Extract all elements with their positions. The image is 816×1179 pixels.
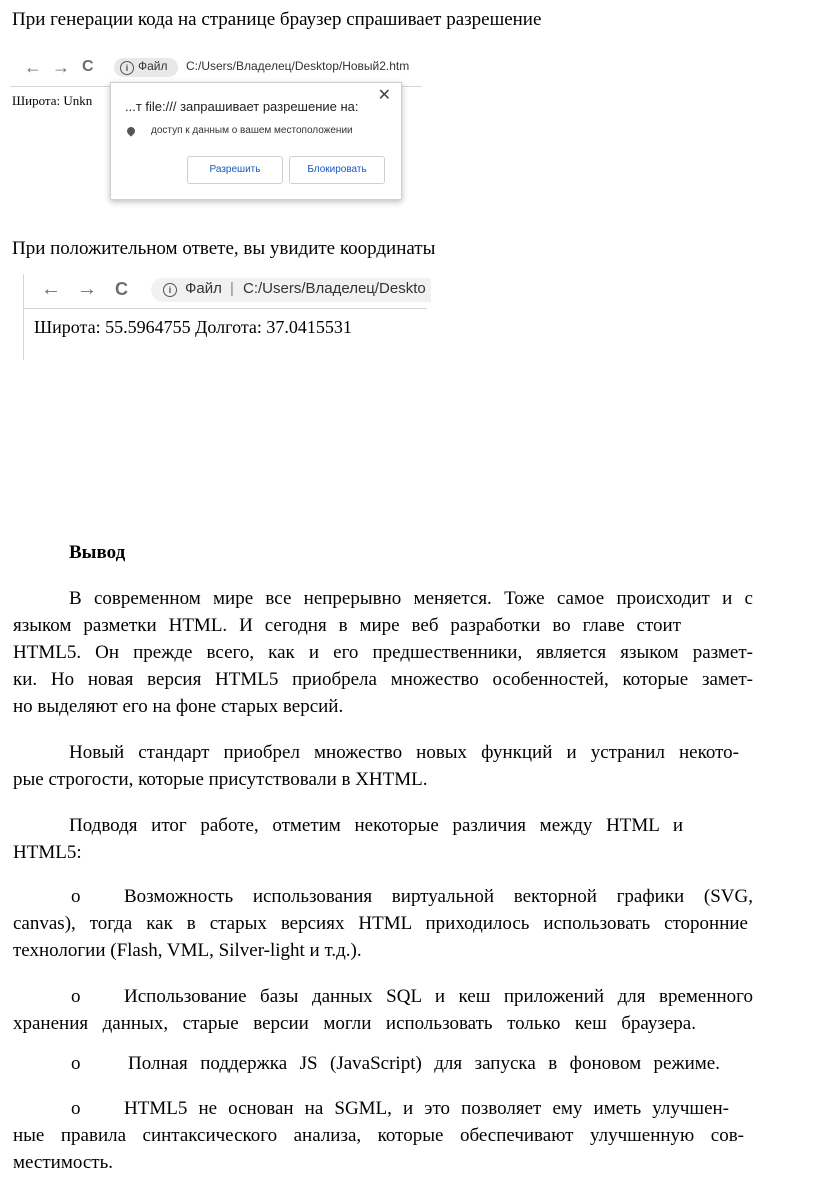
paragraph-line: Подводя итог работе, отметим некоторые различия между HTML и [69,815,683,836]
forward-arrow-icon[interactable]: → [52,57,70,77]
frame-border [23,274,24,360]
info-icon[interactable]: i [163,283,177,297]
paragraph-line: Новый стандарт приобрел множество новых функций и устранил некото- [69,742,739,763]
paragraph-line: рые строгости, которые присутствовали в XHTML. [13,769,428,790]
bullet-line: хранения данных, старые версии могли использовать только кеш браузера. [13,1013,696,1034]
bullet-line: Полная поддержка JS (JavaScript) для запуска в фоновом режиме. [128,1053,720,1074]
paragraph-line: но выделяют его на фоне старых версий. [13,696,344,717]
back-arrow-icon[interactable]: ← [41,278,61,300]
bullet-line: canvas), тогда как в старых версиях HTML приходилось использовать сторонние [13,913,748,934]
paragraph-line: языком разметки HTML. И сегодня в мире веб разработки во главе стоит [13,615,681,636]
bullet-line: Использование базы данных SQL и кеш приложений для временного [124,986,753,1007]
bullet-line: местимость. [13,1152,113,1173]
paragraph-line: HTML5. Он прежде всего, как и его предшественники, является языком размет- [13,642,753,663]
address-bar-url[interactable]: C:/Users/Владелец/Desktop/Новый2.htm [186,59,410,73]
bullet-marker: o [71,886,81,907]
url-separator: | [230,280,234,297]
scheme-label: Файл [138,59,168,73]
dialog-request-text: доступ к данным о вашем местоположении [151,125,353,136]
paragraph-line: ки. Но новая версия HTML5 приобрела множество особенностей, которые замет- [13,669,753,690]
paragraph-line: В современном мире все непрерывно меняется. Тоже самое происходит и с [69,588,753,609]
dialog-title: ...т file:/// запрашивает разрешение на: [125,99,359,114]
reload-icon[interactable]: C [82,58,94,75]
bullet-marker: o [71,1098,81,1119]
bullet-line: HTML5 не основан на SGML, и это позволяет ему иметь улучшен- [124,1098,729,1119]
positive-answer-text: При положительном ответе, вы увидите координаты [12,238,436,259]
conclusion-heading: Вывод [69,542,126,563]
browser-screenshot-coordinates [23,274,427,362]
location-pin-icon [125,125,136,136]
browser-screenshot-permission [10,52,422,204]
paragraph-line: HTML5: [13,842,82,863]
allow-button[interactable]: Разрешить [187,156,283,184]
forward-arrow-icon[interactable]: → [77,278,97,300]
back-arrow-icon[interactable]: ← [24,57,42,77]
info-icon[interactable]: i [120,61,134,75]
permission-dialog [110,82,402,200]
bullet-line: Возможность использования виртуальной векторной графики (SVG, [124,886,753,907]
bullet-marker: o [71,1053,81,1074]
reload-icon[interactable]: C [115,279,128,299]
bullet-line: ные правила синтаксического анализа, которые обеспечивают улучшенную сов- [13,1125,744,1146]
coordinates-text: Широта: 55.5964755 Долгота: 37.0415531 [34,317,352,337]
intro-text: При генерации кода на странице браузер спрашивает разрешение [12,9,542,30]
close-icon[interactable]: ✕ [377,87,391,104]
page-latitude-text: Широта: Unkn [12,93,93,108]
address-bar-url[interactable]: C:/Users/Владелец/Deskto [243,280,426,297]
bullet-marker: o [71,986,81,1007]
block-button[interactable]: Блокировать [289,156,385,184]
toolbar-divider [23,308,427,309]
bullet-line: технологии (Flash, VML, Silver-light и т.д.). [13,940,362,961]
scheme-label: Файл [185,280,222,297]
